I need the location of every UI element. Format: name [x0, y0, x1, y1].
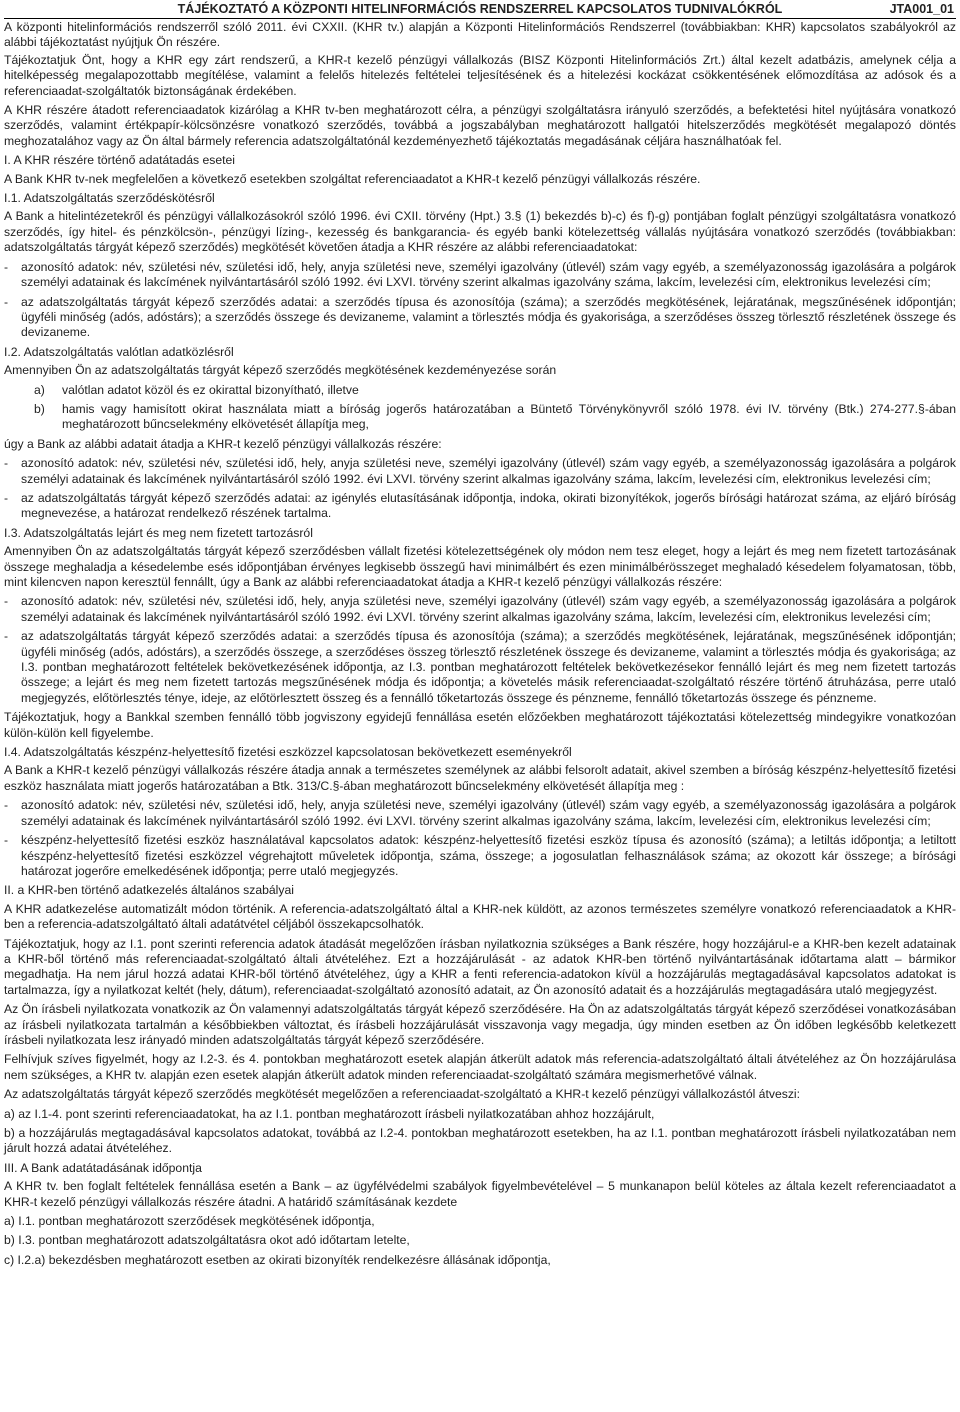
list-item-text: az adatszolgáltatás tárgyát képező szerződés adatai: az igénylés elutasításának időpontja, indoka, okirati bizonyítékok, jogerős bírósági határozat száma, az eljáró bíróság megnevezése, a határozat rendelkező részének tartalma. [21, 490, 956, 521]
list-item [4, 402, 956, 433]
dash-marker: - [4, 259, 9, 274]
intro-paragraph-3: A KHR részére átadott referenciaadatok kizárólag a KHR tv-ben meghatározott célra, a pénzügyi szolgáltatásra irányuló szerződés, a befektetési hitel nyújtására vonatkozó szerződés, valamint értékpapír-kölcsönzésre vonatkozó szerződés, továbbá a jogszabályban meghatározott hallgatói hitelszerződés megkötését megalapozó döntés meghozatalához vagy az Ön által bármely referencia adatszolgáltatónál kezdeményezhető tájékoztatás megadásának céljára használhatóak fel. [4, 103, 956, 148]
section-1-title: I. A KHR részére történő adatátadás esetei [4, 153, 236, 168]
list-item [4, 383, 956, 398]
section-1-4-title: I.4. Adatszolgáltatás készpénz-helyettesítő fizetési eszközzel kapcsolatosan bekövetkezett eseményekről [4, 745, 572, 760]
list-item-text: azonosító adatok: név, születési név, születési idő, hely, anyja születési neve, személyi igazolvány (útlevél) szám vagy egyéb, a személyazonosság igazolására a polgárok személyi adatainak és lakcímének nyilvántartásáról szóló 1992. évi LXVI. törvény szerint alkalmas igazolvány száma, lakcím, levelezési cím, elektronikus levelezési cím; [21, 798, 956, 828]
list-marker: b) [34, 401, 45, 416]
dash-marker: - [4, 456, 9, 471]
list-item-text: készpénz-helyettesítő fizetési eszköz használatával kapcsolatos adatok: készpénz-helyettesítő fizetési eszköz típusa és azonosító (száma); a letiltás időpontja; a letiltott készpénz-helyettesítő fizetési eszközzel végrehajtott műveletek időpontja, száma, összege; a jogosulatlan felhasználások száma; az okozott kár összege; a bírósági határozat jogerőre emelkedésének időpontja; perre utaló megjegyzés. [21, 833, 956, 878]
section-1-2-paragraph: Amennyiben Ön az adatszolgáltatás tárgyát képező szerződés megkötésének kezdeményezése során [4, 363, 557, 378]
list-item [4, 260, 956, 291]
list-item-text: az adatszolgáltatás tárgyát képező szerződés adatai: a szerződés típusa és azonosítója (száma); a szerződés megkötésének, lejáratának, megszűnésének időpontján; ügyféli minőség (adós, adóstárs); a szerződés összege és devizaneme, valamint a törlesztés módja és gyakorisága, a szerződéses összeg törlesztő részletének összege és devizaneme. [21, 294, 956, 340]
dash-marker: - [4, 629, 9, 644]
section-2-paragraph-5: Az adatszolgáltatás tárgyát képező szerződés megkötését megelőzően a referenciaadat-szolgáltató a KHR-t kezelő pénzügyi vállalkozástól átveszi: [4, 1087, 801, 1102]
section-1-2-paragraph-2: úgy a Bank az alábbi adatait átadja a KHR-t kezelő pénzügyi vállalkozás részére: [4, 436, 442, 451]
list-item [4, 456, 956, 487]
section-2-paragraph-2: Tájékoztatjuk, hogy az I.1. pont szerinti referencia adatok átadását megelőzően írásban nyilatkoznia szükséges a Bank részére, hogy hozzájárul-e a KHR-ben kezelt adatainak a KHR-ből történő más referenciaadat-szolgáltató általi átvételéhez. Ezt a hozzájárulását - az adatok KHR-ben történő nyilvántartásának időtartama alatt – bármikor megadhatja. Ha nem járul hozzá adatai KHR-ből történő átvételéhez, úgy a KHR a fenti referencia-adatokon kívül a hozzájárulás megtagadásával kapcsolatos adatokat is tartalmazza, így a nyilatkozat keltét (hely, dátum), referenciaadat-szolgáltató azonosító adatait, az Ön azonosító adatait és a hozzájárulás megtagadására utaló megjegyzést. [4, 936, 956, 997]
section-1-lead: A Bank KHR tv-nek megfelelően a következő esetekben szolgáltat referenciaadatot a KHR-t kezelő pénzügyi vállalkozás részére. [4, 171, 701, 186]
list-item [4, 491, 956, 522]
section-3-title: III. A Bank adatátadásának időpontja [4, 1160, 202, 1175]
list-item [4, 629, 956, 706]
section-2-item-b: b) a hozzájárulás megtagadásával kapcsolatos adatokat, továbbá az I.2-4. pontokban meghatározott esetekben, ha az I.1. pontban meghatározott írásbeli nyilatkozatában nem járult hozzá adatai átvételéhez. [4, 1126, 956, 1156]
dash-marker: - [4, 594, 9, 609]
section-2-paragraph-3: Az Ön írásbeli nyilatkozata vonatkozik az Ön valamennyi adatszolgáltatás tárgyát képező szerződésére. Ha Ön az adatszolgáltatás tárgyát képező szerződései vonatkozásában az írásbeli nyilatkozata tartalmán a későbbiekben változtat, és írásbeli hozzájárulását visszavonja vagy megadja, úgy minden esetben az Ön időben legkésőbb keletkezett írásbeli nyilatkozata lesz irányadó minden adatszolgáltatás tárgyát képező szerződésére. [4, 1002, 956, 1047]
list-marker: a) [34, 382, 45, 397]
section-2-paragraph-4: Felhívjuk szíves figyelmét, hogy az I.2-3. és 4. pontokban meghatározott esetek alapján átkerült adatok más referencia-adatszolgáltató általi átvételéhez az Ön hozzájárulása nem szükséges, a KHR tv. alapján ezen esetek alapján átkerült adatok minden referenciaadat-szolgáltató számára megismerhetővé válnak. [4, 1052, 956, 1082]
section-1-1-paragraph: A Bank a hitelintézetekről és pénzügyi vállalkozásokról szóló 1996. évi CXII. törvény (Hpt.) 3.§ (1) bekezdés b)-c) és f)-g) pontjában foglalt pénzügyi szolgáltatásra vonatkozó szerződés, így hitel- és pénzkölcsön-, pénzügyi lízing-, kezesség és bankgarancia- és egyéb banki kötelezettség vállalás nyújtására vonatkozó szerződés (továbbiakban: adatszolgáltatás tárgyát képező szerződés) megkötését követően átadja a KHR részére az alábbi referenciaadatokat: [4, 209, 956, 255]
dash-marker: - [4, 798, 9, 813]
section-1-3-paragraph-2: Tájékoztatjuk, hogy a Bankkal szemben fennálló több jogviszony egyidejű fennállása esetén előzőekben meghatározott tájékoztatási kötelezettség mindegyikre vonatkozóan külön-külön kell figyelembe. [4, 710, 956, 740]
section-1-4-paragraph: A Bank a KHR-t kezelő pénzügyi vállalkozás részére átadja annak a természetes személynek az alábbi felsorolt adatait, akivel szemben a bíróság készpénz-helyettesítő fizetési eszköz használata miatt jogerős határozatában a Btk. 313/C.§-ában meghatározott bűncselekmény elkövetését állapítja meg : [4, 763, 956, 793]
list-item [4, 798, 956, 829]
list-item-text: azonosító adatok: név, születési név, születési idő, hely, anyja születési neve, személyi igazolvány (útlevél) szám vagy egyéb, a személyazonosság igazolására a polgárok személyi adatainak és lakcímének nyilvántartásáról szóló 1992. évi LXVI. törvény szerint alkalmas igazolvány száma, lakcím, levelezési cím, elektronikus levelezési cím; [21, 594, 956, 624]
dash-marker: - [4, 833, 9, 848]
section-3-paragraph: A KHR tv. ben foglalt feltételek fennállása esetén a Bank – az ügyfélvédelmi szabályok figyelmbevételével – 5 munkanapon belül köteles az általa kezelt referenciaadatot a KHR-t kezelő pénzügyi vállalkozás részére átadni. A határidő számításának kezdete [4, 1179, 956, 1209]
list-item-text: valótlan adatot közöl és ez okirattal bizonyítható, illetve [62, 382, 359, 397]
document-code: JTA001_01 [889, 2, 954, 16]
list-item [4, 594, 956, 625]
list-item [4, 833, 956, 879]
document-title: TÁJÉKOZTATÓ A KÖZPONTI HITELINFORMÁCIÓS RENDSZERREL KAPCSOLATOS TUDNIVALÓKRÓL [177, 2, 783, 16]
list-item-text: hamis vagy hamisított okirat használata miatt a bíróság jogerős határozatában a Büntető Törvénykönyvről szóló 1978. évi IV. törvény (Btk.) 274-277.§-ában meghatározott bűncselekmény elkövetését állapítja meg, [62, 401, 956, 432]
section-1-3-paragraph: Amennyiben Ön az adatszolgáltatás tárgyát képező szerződésben vállalt fizetési kötelezettségének oly módon nem tesz eleget, hogy a lejárt és meg nem fizetett tartozásának összege meghaladja a késedelembe esés időpontjában érvényes legkisebb összegű havi minimálbért és ezen minimálbérösszeget meghaladó késedelem folyamatosan, több, mint kilencven napon keresztül fennállt, úgy a Bank az alábbi referenciaadatokat átadja a KHR-t kezelő pénzügyi vállalkozás részére: [4, 544, 956, 589]
section-1-3-title: I.3. Adatszolgáltatás lejárt és meg nem fizetett tartozásról [4, 525, 313, 540]
section-1-1-title: I.1. Adatszolgáltatás szerződéskötésről [4, 191, 215, 206]
dash-marker: - [4, 490, 9, 505]
list-item [4, 295, 956, 341]
header-divider [4, 18, 956, 19]
intro-paragraph-1: A központi hitelinformációs rendszerről szóló 2011. évi CXXII. (KHR tv.) alapján a Központi Hitelinformációs Rendszerrel (továbbiakban: KHR) kapcsolatos szabályokról az alábbi tájékoztatást nyújtjuk Ön részére. [4, 20, 956, 50]
section-2-title: II. a KHR-ben történő adatkezelés általános szabályai [4, 883, 294, 898]
dash-marker: - [4, 294, 9, 309]
list-item-text: az adatszolgáltatás tárgyát képező szerződés adatai: a szerződés típusa és azonosítója (száma); a szerződés megkötésének, lejáratának, megszűnésének időpontján; ügyféli minőség (adós, adóstárs), a szerződés összege, a szerződéses összeg törlesztő részletének összege és devizaneme, valamint a törlesztés módja és gyakorisága; az I.3. pontban meghatározott feltételek bekövetkezésének időpontja, az I.3. pontban meghatározott feltételek bekövetkezésekor fennálló lejárt és meg nem fizetett tartozás összege; a lejárt és meg nem fizetett tartozás megszűnésének módja és időpontja; a követelés másik referenciaadat-szolgáltató részére történő átruházása, perre utaló megjegyzés, előtörlesztés ténye, ideje, az előtörlesztett összeg és a fennálló tőketartozás összege és pénzneme, fennálló tőketartozás összege és pénzneme. [21, 629, 956, 705]
intro-paragraph-2: Tájékoztatjuk Önt, hogy a KHR egy zárt rendszerű, a KHR-t kezelő pénzügyi vállalkozás (BISZ Központi Hitelinformációs Zrt.) által kezelt adatbázis, amelynek célja a hitelképesség megalapozottabb megítélése, valamint a felelős hitelezés feltételei teljesítésének és a hitelezési kockázat csökkentésének előmozdítása az adósok és a referenciaadat-szolgáltatók biztonságának érdekében. [4, 52, 956, 98]
section-2-item-a: a) az I.1-4. pont szerinti referenciaadatokat, ha az I.1. pontban meghatározott írásbeli nyilatkozatában ahhoz hozzájárult, [4, 1106, 655, 1121]
section-2-paragraph-1: A KHR adatkezelése automatizált módon történik. A referencia-adatszolgáltató által a KHR-nek küldött, az azonos természetes személyre vonatkozó referenciaadatok a KHR-ben a referencia-adatszolgáltató általi adatátvétel céljából összekapcsolhatók. [4, 901, 956, 932]
section-3-item-c: c) I.2.a) bekezdésben meghatározott esetben az okirati bizonyíték rendelkezésre állásának időpontja, [4, 1252, 551, 1267]
document-header [4, 0, 956, 18]
section-3-item-b: b) I.3. pontban meghatározott adatszolgáltatásra okot adó időtartam letelte, [4, 1233, 410, 1248]
section-3-item-a: a) I.1. pontban meghatározott szerződések megkötésének időpontja, [4, 1214, 375, 1229]
section-1-2-title: I.2. Adatszolgáltatás valótlan adatközlésről [4, 344, 234, 359]
list-item-text: azonosító adatok: név, születési név, születési idő, hely, anyja születési neve, személyi igazolvány (útlevél) szám vagy egyéb, a személyazonosság igazolására a polgárok személyi adatainak és lakcímének nyilvántartásáról szóló 1992. évi LXVI. törvény szerint alkalmas igazolvány száma, lakcím, levelezési cím, elektronikus levelezési cím; [21, 259, 956, 290]
list-item-text: azonosító adatok: név, születési név, születési idő, hely, anyja születési neve, személyi igazolvány (útlevél) szám vagy egyéb, a személyazonosság igazolására a polgárok személyi adatainak és lakcímének nyilvántartásáról szóló 1992. évi LXVI. törvény szerint alkalmas igazolvány száma, lakcím, levelezési cím, elektronikus levelezési cím; [21, 456, 956, 486]
